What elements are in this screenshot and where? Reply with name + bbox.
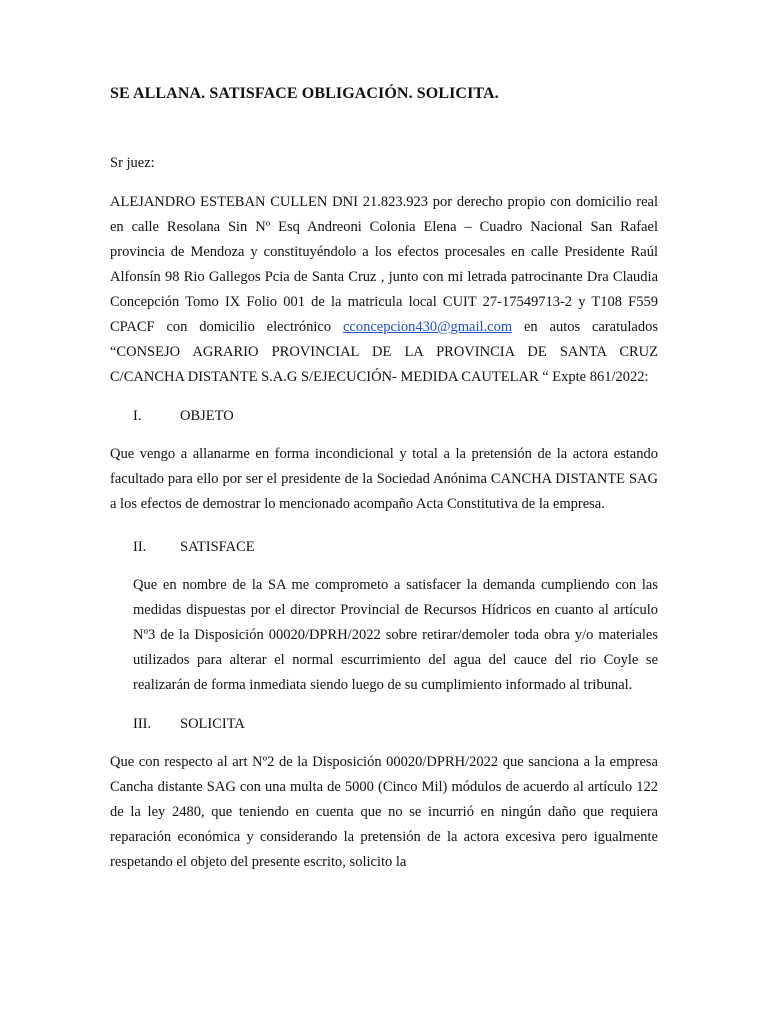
salutation: Sr juez: [110,155,155,171]
section-heading-label: SATISFACE [180,539,255,555]
intro-text: ALEJANDRO ESTEBAN CULLEN DNI 21.823.923 por derecho propio con domicilio real en calle Resolana Sin Nº Esq Andreoni Colonia Elena – Cuadro Nacional San Rafael provincia de Mendoza y constituyéndolo a los efectos procesales en calle Presidente Raúl Alfonsín 98 Rio Gallegos Pcia de Santa Cruz , junto con mi letrada patrocinante Dra Claudia Concepción Tomo IX Folio 001 de la matricula local CUIT 27-17549713-2 y T108 F559 CPACF con domicilio electrónico [110,194,658,335]
section-heading-label: SOLICITA [180,716,245,732]
section-heading-solicita [110,714,658,734]
section-objeto-text: Que vengo a allanarme en forma incondicional y total a la pretensión de la actora estando facultado para ello por ser el presidente de la Sociedad Anónima CANCHA DISTANTE SAG a los efectos de demostrar lo mencionado acompaño Acta Constitutiva de la empresa. [110,446,658,512]
section-heading-objeto [110,406,658,426]
intro-paragraph [110,190,658,390]
section-number: I. [133,408,142,424]
section-number: II. [133,539,147,555]
section-heading-satisface [110,537,658,557]
section-number: III. [133,716,152,732]
intro-text-continued: en autos caratulados “CONSEJO AGRARIO PROVINCIAL DE LA PROVINCIA DE SANTA CRUZ C/CANCHA DISTANTE S.A.G S/EJECUCIÓN- MEDIDA CAUTELAR “ Expte 861/2022: [110,319,658,385]
document-title: SE ALLANA. SATISFACE OBLIGACIÓN. SOLICITA. [110,85,499,102]
section-heading-label: OBJETO [180,408,234,424]
section-satisface-text: Que en nombre de la SA me comprometo a satisfacer la demanda cumpliendo con las medidas dispuestas por el director Provincial de Recursos Hídricos en cuanto al artículo Nº3 de la Disposición 00020/DPRH/2022 sobre retirar/demoler toda obra y/o materiales utilizados para alterar el normal escurrimiento del agua del cauce del rio Coyle se realizarán de forma inmediata siendo luego de su cumplimiento informado al tribunal. [133,577,658,693]
section-solicita-text: Que con respecto al art Nº2 de la Disposición 00020/DPRH/2022 que sanciona a la empresa Cancha distante SAG con una multa de 5000 (Cinco Mil) módulos de acuerdo al artículo 122 de la ley 2480, que teniendo en cuenta que no se incurrió en ningún daño que requiera reparación económica y considerando la pretensión de la actora excesiva pero igualmente respetando el objeto del presente escrito, solicito la [110,754,658,870]
email-link[interactable]: cconcepcion430@gmail.com [342,319,513,335]
